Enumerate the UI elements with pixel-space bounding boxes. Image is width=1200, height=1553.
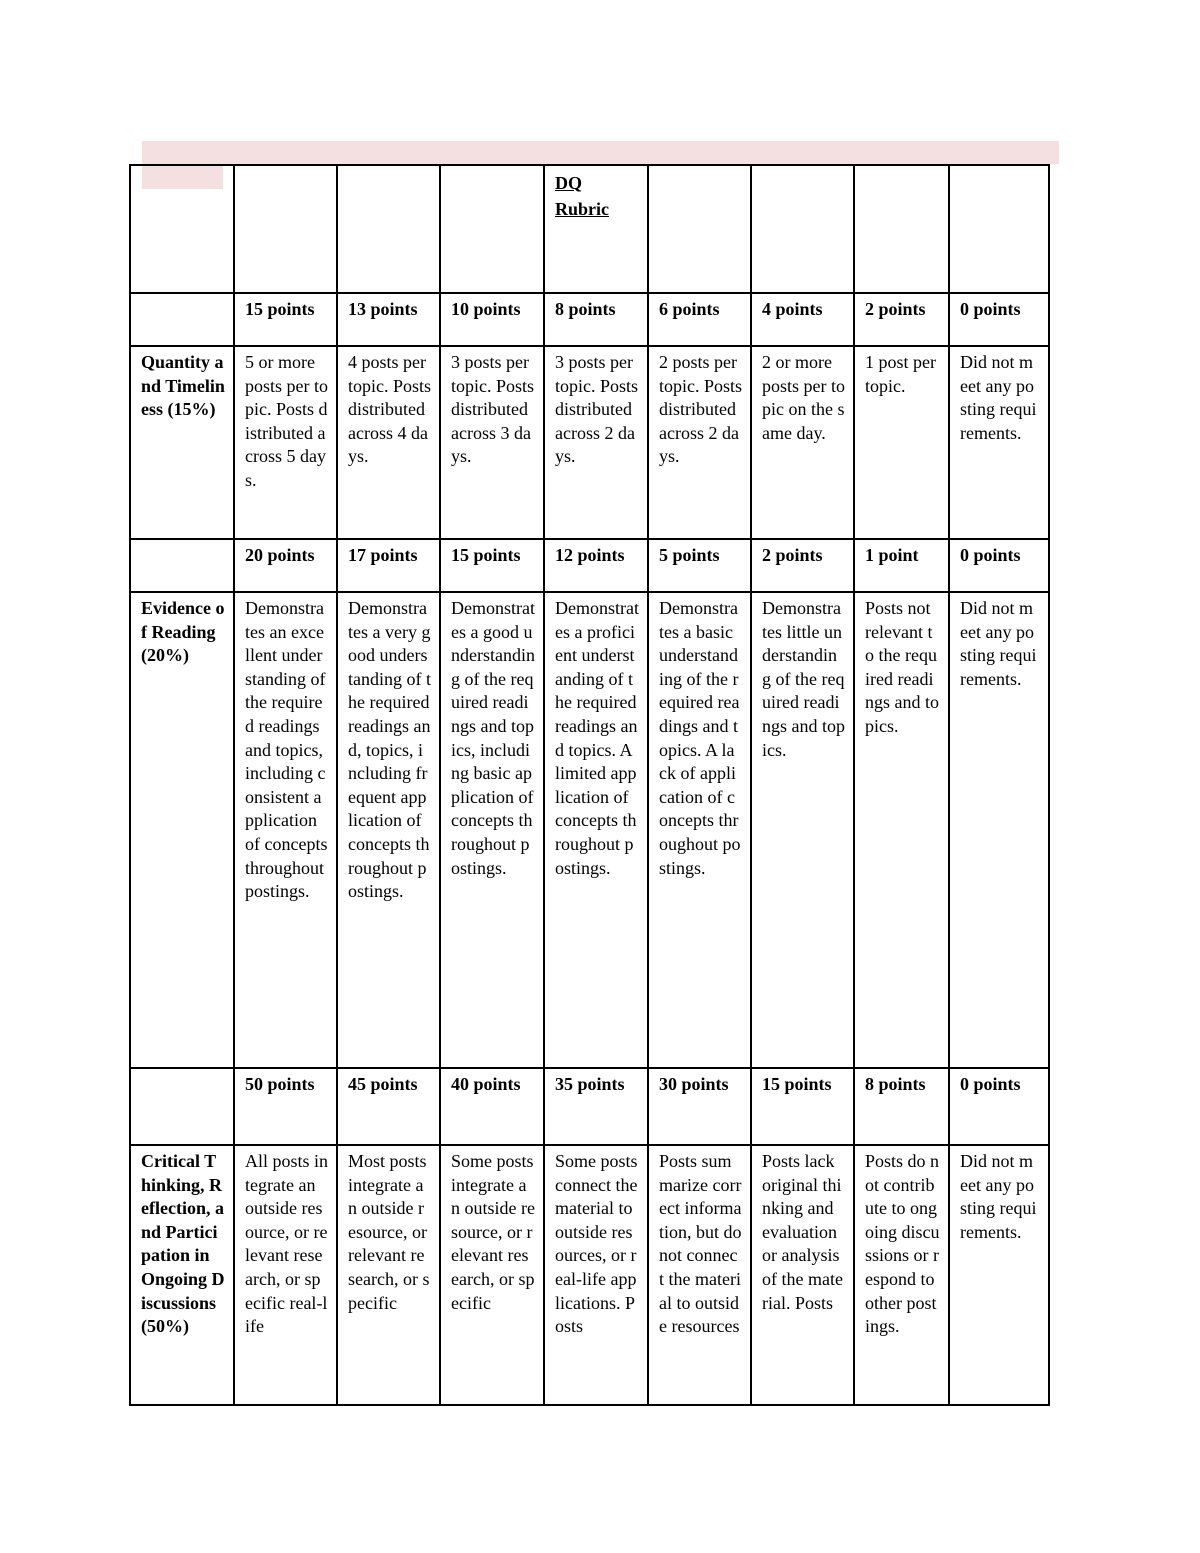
description-cell: Some posts connect the material to outside resources, or real-life applications. Posts <box>544 1145 648 1405</box>
points-cell: 2 points <box>751 539 854 592</box>
points-cell: 1 point <box>854 539 949 592</box>
empty-cell <box>854 165 949 293</box>
criterion-label: Evidence of Reading (20%) <box>130 592 234 1068</box>
description-cell: 3 posts per topic. Posts distributed across 3 days. <box>440 346 544 539</box>
highlight-bar <box>142 141 1059 164</box>
description-cell: Demonstrates a basic understanding of the required readings and topics. A lack of application of concepts throughout postings. <box>648 592 751 1068</box>
empty-cell <box>130 539 234 592</box>
points-cell: 17 points <box>337 539 440 592</box>
description-cell: Did not meet any posting requirements. <box>949 1145 1049 1405</box>
rubric-title-line1: DQ <box>555 173 582 193</box>
empty-cell <box>337 165 440 293</box>
points-cell: 10 points <box>440 293 544 346</box>
points-cell: 15 points <box>440 539 544 592</box>
critical-points-row <box>130 1068 1049 1145</box>
points-cell: 40 points <box>440 1068 544 1145</box>
reading-criteria-row <box>130 592 1049 1068</box>
points-cell: 15 points <box>751 1068 854 1145</box>
points-cell: 0 points <box>949 1068 1049 1145</box>
quantity-points-row <box>130 293 1049 346</box>
description-cell: Did not meet any posting requirements. <box>949 346 1049 539</box>
description-cell: Most posts integrate an outside resource, or relevant research, or specific <box>337 1145 440 1405</box>
description-cell: Did not meet any posting requirements. <box>949 592 1049 1068</box>
points-cell: 13 points <box>337 293 440 346</box>
points-cell: 12 points <box>544 539 648 592</box>
points-cell: 8 points <box>854 1068 949 1145</box>
highlight-cell <box>142 166 223 189</box>
empty-cell <box>751 165 854 293</box>
description-cell: Posts do not contribute to ongoing discussions or respond to other postings. <box>854 1145 949 1405</box>
empty-cell <box>234 165 337 293</box>
critical-criteria-row <box>130 1145 1049 1405</box>
rubric-title-line2: Rubric <box>555 198 609 219</box>
description-cell: Demonstrates an excellent understanding of the required readings and topics, including consistent application of concepts throughout postings. <box>234 592 337 1068</box>
points-cell: 30 points <box>648 1068 751 1145</box>
points-cell: 8 points <box>544 293 648 346</box>
empty-cell <box>130 293 234 346</box>
criterion-label: Critical Thinking, Reflection, and Participation in Ongoing Discussions (50%) <box>130 1145 234 1405</box>
description-cell: 2 posts per topic. Posts distributed across 2 days. <box>648 346 751 539</box>
description-cell: All posts integrate an outside resource, or relevant research, or specific real-life <box>234 1145 337 1405</box>
description-cell: 3 posts per topic. Posts distributed across 2 days. <box>544 346 648 539</box>
description-cell: Demonstrates a good understanding of the required readings and topics, including basic application of concepts throughout postings. <box>440 592 544 1068</box>
description-cell: Posts lack original thinking and evaluation or analysis of the material. Posts <box>751 1145 854 1405</box>
empty-cell <box>949 165 1049 293</box>
points-cell: 0 points <box>949 539 1049 592</box>
points-cell: 20 points <box>234 539 337 592</box>
points-cell: 0 points <box>949 293 1049 346</box>
description-cell: Demonstrates little understanding of the required readings and topics. <box>751 592 854 1068</box>
criterion-label: Quantity and Timeliness (15%) <box>130 346 234 539</box>
description-cell: 5 or more posts per topic. Posts distributed across 5 days. <box>234 346 337 539</box>
points-cell: 15 points <box>234 293 337 346</box>
description-cell: Demonstrates a proficient understanding of the required readings and topics. A limited application of concepts throughout postings. <box>544 592 648 1068</box>
quantity-criteria-row <box>130 346 1049 539</box>
description-cell: Posts summarize correct information, but do not connect the material to outside resources <box>648 1145 751 1405</box>
reading-points-row <box>130 539 1049 592</box>
points-cell: 4 points <box>751 293 854 346</box>
dq-rubric-table <box>129 164 1050 1406</box>
description-cell: Posts not relevant to the required readings and topics. <box>854 592 949 1068</box>
points-cell: 2 points <box>854 293 949 346</box>
points-cell: 45 points <box>337 1068 440 1145</box>
rubric-title <box>544 165 648 293</box>
points-cell: 35 points <box>544 1068 648 1145</box>
empty-cell <box>440 165 544 293</box>
empty-cell <box>648 165 751 293</box>
points-cell: 6 points <box>648 293 751 346</box>
description-cell: 1 post per topic. <box>854 346 949 539</box>
description-cell: 2 or more posts per topic on the same day. <box>751 346 854 539</box>
description-cell: 4 posts per topic. Posts distributed across 4 days. <box>337 346 440 539</box>
points-cell: 50 points <box>234 1068 337 1145</box>
description-cell: Some posts integrate an outside resource, or relevant research, or specific <box>440 1145 544 1405</box>
empty-cell <box>130 1068 234 1145</box>
description-cell: Demonstrates a very good understanding of the required readings and, topics, including frequent application of concepts throughout postings. <box>337 592 440 1068</box>
points-cell: 5 points <box>648 539 751 592</box>
title-row <box>130 165 1049 293</box>
